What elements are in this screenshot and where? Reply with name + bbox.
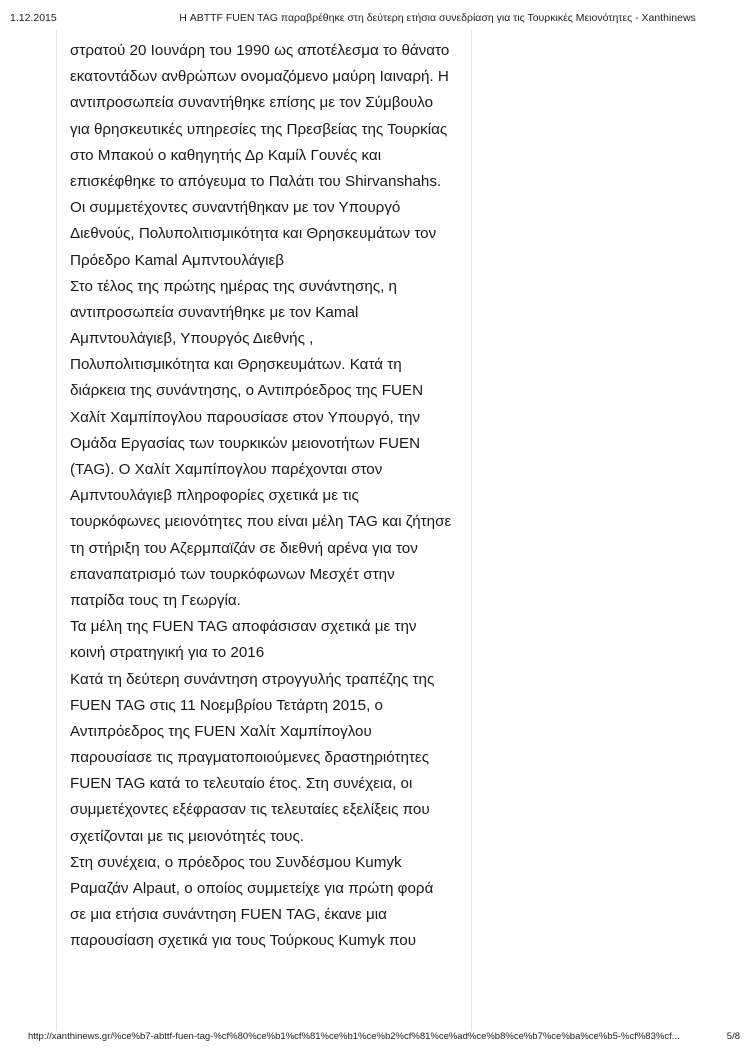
article-text-line: Ομάδα Εργασίας των τουρκικών μειονοτήτων FUEN [70,434,421,452]
print-date: 1.12.2015 [10,12,57,24]
article-text-line: παρουσίαση σχετικά για τους Τούρκους Kumyk που [70,932,417,950]
article-text-line: Οι συμμετέχοντες συναντήθηκαν με τον Υπουργό [70,199,401,217]
article-text-line: τουρκόφωνες μειονότητες που είναι μέλη TAG και ζήτησε [70,513,452,531]
article-text-line: αντιπροσωπεία συναντήθηκε με τον Kamal [70,303,359,321]
article-text-line: Διεθνούς, Πολυπολιτισμικότητα και Θρησκευμάτων τον [70,225,437,243]
article-text-line: Πολυπολιτισμικότητα και Θρησκευμάτων. Κατά τη [70,356,402,374]
article-text-line: Κατά τη δεύτερη συνάντηση στρογγυλής τραπέζης της [70,670,435,688]
article-text-line: αντιπροσωπεία συναντήθηκε επίσης με τον Σύμβουλο [70,94,434,112]
print-page-number: 5/8 [726,1031,740,1042]
article-text-line: σχετίζονται με τις μειονότητές τους. [70,827,305,845]
article-text-line: Στο τέλος της πρώτης ημέρας της συνάντησης, η [70,277,397,295]
print-page-title: Η ABTTF FUEN TAG παραβρέθηκε στη δεύτερη ετήσια συνεδρίαση για τις Τουρκικές Μειονότητες - Xanthinews [179,12,696,24]
article-body [70,38,470,955]
article-text-line: πατρίδα τους τη Γεωργία. [70,591,241,609]
article-text-line: σε μια ετήσια συνάντηση FUEN TAG, έκανε μια [70,906,387,924]
article-text-line: FUEN TAG κατά το τελευταίο έτος. Στη συνέχεια, οι [70,775,413,793]
article-text-line: FUEN TAG στις 11 Νοεμβρίου Τετάρτη 2015, ο [70,696,383,714]
article-text-line: Τα μέλη της FUEN TAG αποφάσισαν σχετικά με την [70,618,417,636]
article-text-line: Αντιπρόεδρος της FUEN Χαλίτ Χαμπίπογλου [70,722,372,740]
article-text-line: Αμπντουλάγιεβ, Υπουργός Διεθνής , [70,330,314,348]
print-footer [28,1031,740,1045]
article-text-line: Ραμαζάν Alpaut, ο οποίος συμμετείχε για πρώτη φορά [70,880,434,897]
article-text-line: στρατού 20 Ιουνάρη του 1990 ως αποτέλεσμα το θάνατο [70,42,450,59]
article-text-line: κοινή στρατηγική για το 2016 [70,644,265,662]
article-text-line: Αμπντουλάγιεβ πληροφορίες σχετικά με τις [70,487,359,505]
article-text-line: Στη συνέχεια, ο πρόεδρος του Συνδέσμου Kumyk [70,853,402,871]
article-text-line: για θρησκευτικές υπηρεσίες της Πρεσβείας της Τουρκίας [70,120,448,138]
article-text-line: Πρόεδρο Kamal Αμπντουλάγιεβ [70,251,284,269]
article-text-line: τη στήριξη του Αζερμπαϊζάν σε διεθνή αρένα για τον [70,539,418,557]
article-text-line: επισκέφθηκε το απόγευμα το Παλάτι του Shirvanshahs. [70,172,442,190]
article-text-line: επαναπατρισμό των τουρκόφωνων Μεσχέτ στην [70,565,395,583]
article-text-line: συμμετέχοντες εξέφρασαν τις τελευταίες εξελίξεις που [70,801,430,819]
article-text-line: στο Μπακού ο καθηγητής Δρ Καμίλ Γουνές και [70,146,382,164]
article-text-line: Χαλίτ Χαμπίπογλου παρουσίασε στον Υπουργό, την [70,408,421,426]
article-text-line: διάρκεια της συνάντησης, ο Αντιπρόεδρος της FUEN [70,382,424,400]
article-text-line: (TAG). Ο Χαλίτ Χαμπίπογλου παρέχονται στον [70,461,383,478]
article-text-line: εκατοντάδων ανθρώπων ονομαζόμενο μαύρη Ιαιναρή. Η [70,68,449,86]
print-header [10,12,740,28]
print-url: http://xanthinews.gr/%ce%b7-abttf-fuen-tag-%cf%80%ce%b1%cf%81%ce%b1%ce%b2%cf%81%ce%ad%ce%b8%ce%b7%ce%ba%ce%b5-%cf%83%cf... [28,1031,680,1042]
article-text-line: παρουσίασε τις πραγματοποιούμενες δραστηριότητες [70,749,430,767]
